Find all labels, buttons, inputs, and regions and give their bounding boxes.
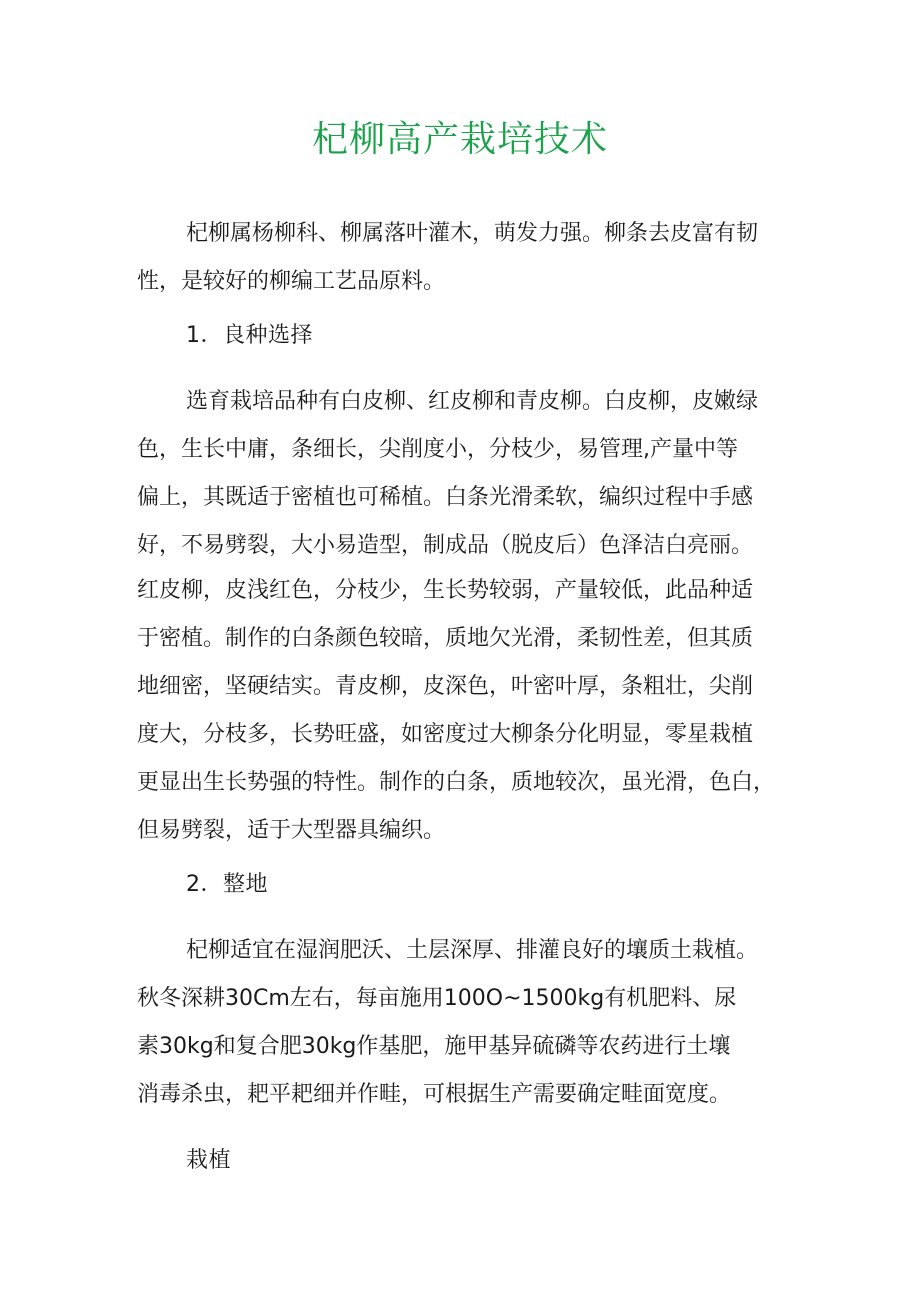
section1-line-6: 于密植。制作的白条颜色较暗，质地欠光滑，柔韧性差，但其质 <box>137 626 754 651</box>
section2-line-2: 秋冬深耕30Cm左右，每亩施用100O~1500kg有机肥料、尿 <box>137 986 737 1011</box>
section1-line-7: 地细密，坚硬结实。青皮柳，皮深色，叶密叶厚，条粗壮，尖削 <box>137 674 754 699</box>
intro-line-2: 性，是较好的柳编工艺品原料。 <box>137 269 446 294</box>
section1-line-10: 但易劈裂，适于大型器具编织。 <box>137 818 446 843</box>
section1-line-8: 度大，分枝多，长势旺盛，如密度过大柳条分化明显，零星栽植 <box>137 722 754 747</box>
section-heading-variety: 1．良种选择 <box>186 323 313 348</box>
section1-line-2: 色，生长中庸，条细长，尖削度小，分枝少，易管理,产量中等 <box>137 437 738 462</box>
section1-line-1: 选育栽培品种有白皮柳、红皮柳和青皮柳。白皮柳，皮嫩绿 <box>186 389 759 414</box>
section-heading-planting: 栽植 <box>186 1148 232 1173</box>
section1-line-9: 更显出生长势强的特性。制作的白条，质地较次，虽光滑，色白， <box>137 770 776 795</box>
section1-line-5: 红皮柳，皮浅红色，分枝少，生长势较弱，产量较低，此品种适 <box>137 578 754 603</box>
section2-line-1: 杞柳适宜在湿润肥沃、土层深厚、排灌良好的壤质土栽植。 <box>186 938 759 963</box>
section2-line-4: 消毒杀虫，耙平耙细并作畦，可根据生产需要确定畦面宽度。 <box>137 1082 732 1107</box>
section2-line-3: 素30kg和复合肥30kg作基肥，施甲基异硫磷等农药进行土壤 <box>137 1034 731 1059</box>
intro-line-1: 杞柳属杨柳科、柳属落叶灌木，萌发力强。柳条去皮富有韧 <box>186 221 759 246</box>
page-title: 杞柳高产栽培技术 <box>311 119 608 160</box>
section1-line-3: 偏上，其既适于密植也可稀植。白条光滑柔软，编织过程中手感 <box>137 485 754 510</box>
section1-line-4: 好，不易劈裂，大小易造型，制成品（脱皮后）色泽洁白亮丽。 <box>137 533 754 558</box>
section-heading-soil-prep: 2．整地 <box>186 872 268 897</box>
